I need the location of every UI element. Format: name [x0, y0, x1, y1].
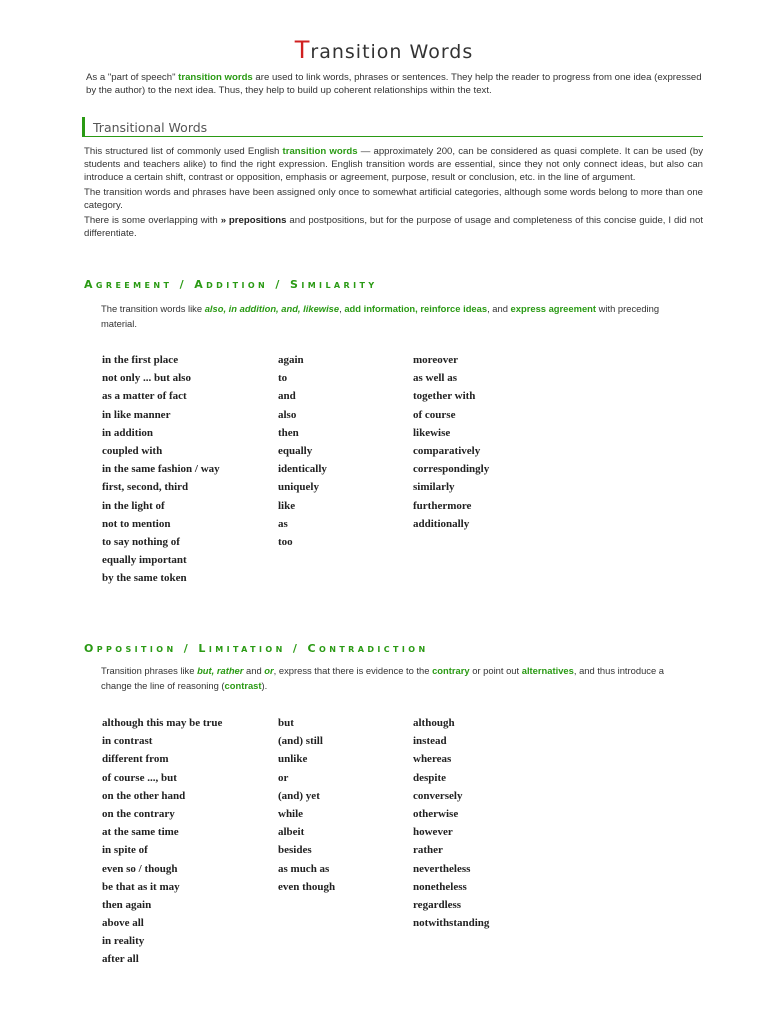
list-item: in the light of	[102, 499, 165, 512]
agreement-desc-2: also, in addition, and, likewise	[204, 303, 340, 314]
list-item: although this may be true	[102, 717, 223, 729]
agreement-desc-1: The transition words like	[101, 303, 205, 314]
list-item: after all	[102, 953, 139, 966]
list-item: too	[278, 535, 293, 548]
list-item: identically	[278, 463, 327, 476]
list-item: or	[278, 771, 289, 784]
opposition-column-1	[102, 714, 222, 969]
prepositions-link[interactable]: » prepositions	[220, 215, 287, 226]
list-item: unlike	[278, 753, 308, 766]
intro-text-end: are used to link words, phrases or sentences. They help the reader to progress from one idea (expressed by the author) to the next idea. Thus, they help to build up coherent relationships within the text.	[86, 72, 702, 96]
list-item: likewise	[413, 426, 451, 439]
agreement-desc-6: express agreement	[510, 303, 597, 314]
list-item: but	[278, 717, 294, 729]
list-item: like	[278, 499, 296, 512]
list-item: to say nothing of	[102, 535, 180, 548]
opposition-desc-8: alternatives	[521, 665, 574, 676]
agreement-column-3	[413, 351, 489, 533]
transition-words-link[interactable]: transition words	[178, 72, 253, 83]
list-item: as well as	[413, 372, 457, 385]
list-item: then again	[102, 898, 152, 911]
agreement-desc-4: add information, reinforce ideas	[344, 303, 488, 314]
list-item: then	[278, 426, 299, 439]
list-item: different from	[102, 753, 169, 766]
title-initial: T	[294, 36, 311, 64]
list-item: furthermore	[413, 499, 472, 512]
list-item: despite	[413, 771, 446, 784]
agreement-column-2	[278, 351, 327, 551]
list-item: together with	[413, 390, 476, 403]
p3-start: There is some overlapping with	[84, 215, 221, 226]
transitional-text	[84, 145, 703, 242]
list-item: albeit	[278, 826, 305, 839]
opposition-desc-4: or	[264, 665, 274, 676]
list-item: in the same fashion / way	[102, 463, 220, 476]
opposition-description	[101, 663, 681, 693]
list-item: on the other hand	[102, 789, 186, 802]
list-item: correspondingly	[413, 463, 490, 476]
opposition-desc-11: ).	[261, 680, 268, 691]
opposition-desc-2: but, rather	[197, 665, 244, 676]
list-item: however	[413, 826, 453, 839]
agreement-column-1	[102, 351, 220, 587]
list-item: similarly	[413, 481, 455, 494]
list-item: notwithstanding	[413, 917, 490, 930]
transitional-paragraph-1	[84, 145, 703, 184]
list-item: in reality	[102, 935, 145, 948]
intro-paragraph	[86, 71, 702, 97]
opposition-desc-1: Transition phrases like	[101, 665, 198, 676]
list-item: in addition	[102, 426, 154, 439]
list-item: to	[278, 372, 288, 385]
list-item: on the contrary	[102, 807, 175, 820]
list-item: additionally	[413, 517, 470, 530]
p1-end: — approximately 200, can be considered as quasi complete. It can be used (by students and teachers alike) to find the right expression. English transition words are essential, since they not only connect ideas, but also can introduce a certain shift, contrast or opposition, emphasis or agreement, purpose, result or conclusion, etc. in the line of argument.	[84, 146, 703, 183]
list-item: not only ... but also	[102, 372, 191, 385]
opposition-heading: Opposition / Limitation / Contradiction	[84, 642, 429, 655]
list-item: by the same token	[102, 572, 187, 585]
list-item: also	[278, 408, 297, 421]
list-item: in contrast	[102, 735, 153, 748]
list-item: of course	[413, 408, 456, 421]
list-item: equally important	[102, 554, 187, 567]
page-title	[0, 36, 768, 64]
opposition-desc-7: or point out	[469, 665, 522, 676]
opposition-desc-3: and	[243, 665, 265, 676]
list-item: moreover	[413, 354, 458, 366]
list-item: nevertheless	[413, 862, 471, 875]
list-item: nonetheless	[413, 880, 467, 893]
list-item: coupled with	[102, 444, 163, 457]
agreement-description	[101, 301, 681, 331]
list-item: at the same time	[102, 826, 179, 839]
opposition-desc-9: , and thus introduce a change the line of reasoning (	[101, 665, 665, 691]
transitional-paragraph-2: The transition words and phrases have been assigned only once to somewhat artificial categories, although some words belong to more than one category.	[84, 187, 703, 211]
opposition-desc-6: contrary	[432, 665, 470, 676]
list-item: although	[413, 717, 455, 729]
list-item: besides	[278, 844, 312, 857]
list-item: while	[278, 807, 304, 820]
list-item: as a matter of fact	[102, 390, 187, 403]
agreement-desc-3: ,	[339, 303, 345, 314]
list-item: above all	[102, 917, 144, 930]
list-item: rather	[413, 844, 443, 857]
list-item: conversely	[413, 789, 463, 802]
list-item: otherwise	[413, 807, 459, 820]
list-item: not to mention	[102, 517, 171, 530]
title-rest: ransition Words	[310, 41, 474, 63]
list-item: in spite of	[102, 844, 148, 857]
section-heading	[82, 117, 703, 137]
intro-text-start: As a "part of speech"	[86, 72, 179, 83]
list-item: uniquely	[278, 481, 319, 494]
list-item: even though	[278, 880, 336, 893]
list-item: regardless	[413, 898, 462, 911]
list-item: first, second, third	[102, 481, 189, 494]
list-item: (and) yet	[278, 789, 320, 802]
list-item: (and) still	[278, 735, 323, 748]
transitional-paragraph-3	[84, 214, 703, 240]
transition-words-link-2[interactable]: transition words	[282, 146, 358, 157]
section-heading-text: Transitional Words	[93, 120, 208, 135]
list-item: in like manner	[102, 408, 171, 421]
list-item: again	[278, 354, 304, 366]
list-item: of course ..., but	[102, 771, 177, 784]
opposition-desc-5: , express that there is evidence to the	[273, 665, 433, 676]
opposition-column-3	[413, 714, 489, 932]
list-item: comparatively	[413, 444, 481, 457]
list-item: be that as it may	[102, 880, 180, 893]
list-item: whereas	[413, 753, 452, 766]
agreement-desc-5: , and	[487, 303, 511, 314]
p1-start: This structured list of commonly used English	[84, 146, 283, 157]
list-item: and	[278, 390, 296, 403]
list-item: as much as	[278, 862, 330, 875]
opposition-column-2	[278, 714, 335, 896]
list-item: in the first place	[102, 354, 179, 366]
list-item: equally	[278, 444, 313, 457]
p3-end: and postpositions, but for the purpose of usage and completeness of this concise guide, I did not differentiate.	[84, 215, 703, 239]
opposition-desc-10: contrast	[224, 680, 262, 691]
list-item: as	[278, 517, 288, 530]
list-item: even so / though	[102, 862, 178, 875]
agreement-heading: Agreement / Addition / Similarity	[84, 278, 378, 291]
list-item: instead	[413, 735, 447, 748]
agreement-desc-7: with preceding material.	[101, 303, 660, 329]
